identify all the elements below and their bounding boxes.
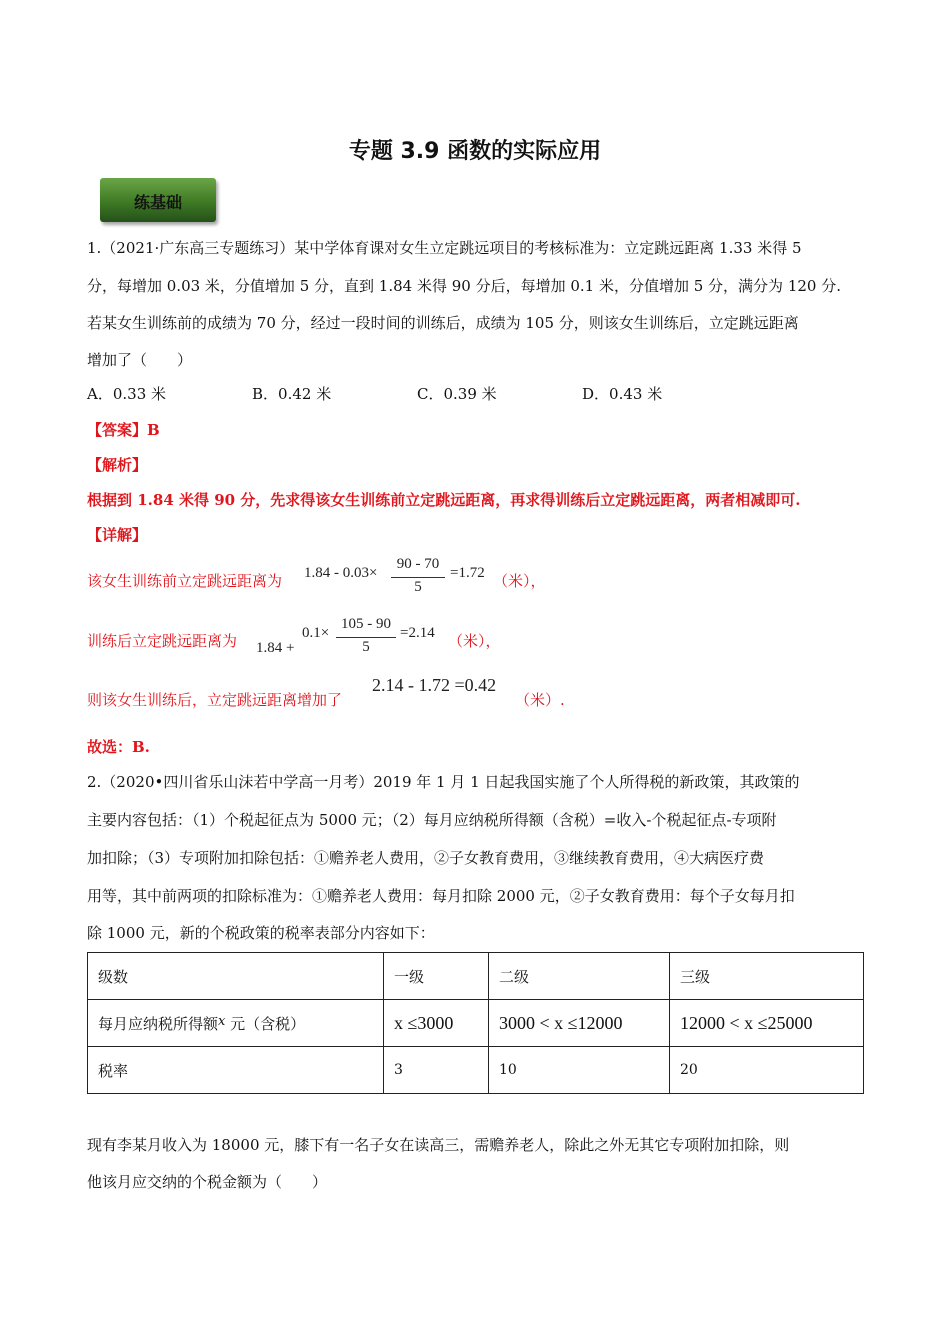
q1-line-1: 1.（2021·广东高三专题练习）某中学体育课对女生立定跳远项目的考核标准为：立定跳远距离 1.33 米得 5 <box>87 239 802 257</box>
tax-rate-table <box>87 952 864 1094</box>
q1-line-4: 增加了（ ） <box>87 351 193 369</box>
table-row <box>88 1000 864 1047</box>
table-header-cell: 二级 <box>489 953 670 1000</box>
q1-step1-unit: （米）， <box>493 572 546 590</box>
q2-line-2: 主要内容包括：（1）个税起征点为 5000 元；（2）每月应纳税所得额（含税）=收入-个税起征点-专项附 <box>87 811 777 829</box>
table-header-cell: 一级 <box>384 953 489 1000</box>
q1-step2-text: 训练后立定跳远距离为 <box>87 632 238 650</box>
q1-option-c: C．0.39 米 <box>417 385 497 403</box>
table-header-cell: 级数 <box>88 953 384 1000</box>
table-header-cell: 三级 <box>670 953 864 1000</box>
income-label-pre: 每月应纳税所得额 <box>98 1014 219 1033</box>
q1-step2-unit: （米）， <box>448 632 501 650</box>
q1-step2-result: =2.14 <box>400 625 435 641</box>
q2-line-4: 用等，其中前两项的扣除标准为：①赡养老人费用：每月扣除 2000 元，②子女教育费用：每个子女每月扣 <box>87 887 795 905</box>
table-cell: x ≤3000 <box>384 1000 489 1047</box>
q1-step2-fraction-bar <box>336 637 396 638</box>
q1-step3-unit: （米）. <box>515 691 565 709</box>
q1-conclusion: 故选：B. <box>87 738 150 756</box>
q2-line-3: 加扣除；（3）专项附加扣除包括：①赡养老人费用，②子女教育费用，③继续教育费用，④大病医疗费 <box>87 849 765 867</box>
q1-step3-text: 则该女生训练后，立定跳远距离增加了 <box>87 691 343 709</box>
income-label-variable: x <box>218 1013 226 1029</box>
q1-analysis-text: 根据到 1.84 米得 90 分，先求得该女生训练前立定跳远距离，再求得训练后立定跳远距离，两者相减即可. <box>87 491 801 509</box>
q1-option-d: D．0.43 米 <box>582 385 663 403</box>
q1-line-3: 若某女生训练前的成绩为 70 分，经过一段时间的训练后，成绩为 105 分，则该女生训练后，立定跳远距离 <box>87 314 799 332</box>
q2-after-line-1: 现有李某月收入为 18000 元，膝下有一名子女在读高三，需赡养老人，除此之外无其它专项附加扣除，则 <box>87 1136 790 1154</box>
q2-line-1: 2.（2020•四川省乐山沫若中学高一月考）2019 年 1 月 1 日起我国实施了个人所得税的新政策，其政策的 <box>87 773 800 791</box>
table-cell: 3000 < x ≤12000 <box>489 1000 670 1047</box>
q1-step1-numerator: 90 - 70 <box>396 556 440 572</box>
table-row <box>88 953 864 1000</box>
q1-option-b: B．0.42 米 <box>252 385 332 403</box>
table-cell: 3 <box>384 1047 489 1094</box>
q1-step1-fraction-bar <box>391 577 445 578</box>
table-cell: 10 <box>489 1047 670 1094</box>
q1-step1-text: 该女生训练前立定跳远距离为 <box>87 572 283 590</box>
table-row <box>88 1047 864 1094</box>
table-cell-income-label <box>88 1000 384 1047</box>
q1-detail-label: 【详解】 <box>87 526 148 544</box>
q1-step1-lead: 1.84 - 0.03× <box>304 565 378 581</box>
q1-step1-result: =1.72 <box>450 565 485 581</box>
q1-analysis-label: 【解析】 <box>87 456 148 474</box>
q1-answer: 【答案】B <box>87 421 160 439</box>
q2-line-5: 除 1000 元，新的个税政策的税率表部分内容如下： <box>87 924 435 942</box>
q1-option-a: A．0.33 米 <box>87 385 166 403</box>
table-cell: 12000 < x ≤25000 <box>670 1000 864 1047</box>
q1-step2-numerator: 105 - 90 <box>341 616 391 632</box>
q2-after-line-2: 他该月应交纳的个税金额为（ ） <box>87 1173 328 1191</box>
q1-step2-lead: 1.84 + <box>256 640 295 656</box>
q1-step2-multiplier: 0.1× <box>302 625 330 641</box>
q1-step1-denominator: 5 <box>414 579 422 595</box>
q1-step3-expression: 2.14 - 1.72 =0.42 <box>372 675 497 695</box>
section-badge <box>100 178 216 222</box>
q1-step2-denominator: 5 <box>362 639 370 655</box>
income-label-post: 元（含税） <box>225 1014 306 1033</box>
q1-line-2: 分，每增加 0.03 米，分值增加 5 分，直到 1.84 米得 90 分后，每增加 0.1 米，分值增加 5 分，满分为 120 分. <box>87 277 841 295</box>
page-title: 专题 3.9 函数的实际应用 <box>348 139 602 164</box>
table-cell: 20 <box>670 1047 864 1094</box>
section-badge-label: 练基础 <box>133 193 182 212</box>
table-cell: 税率 <box>88 1047 384 1094</box>
